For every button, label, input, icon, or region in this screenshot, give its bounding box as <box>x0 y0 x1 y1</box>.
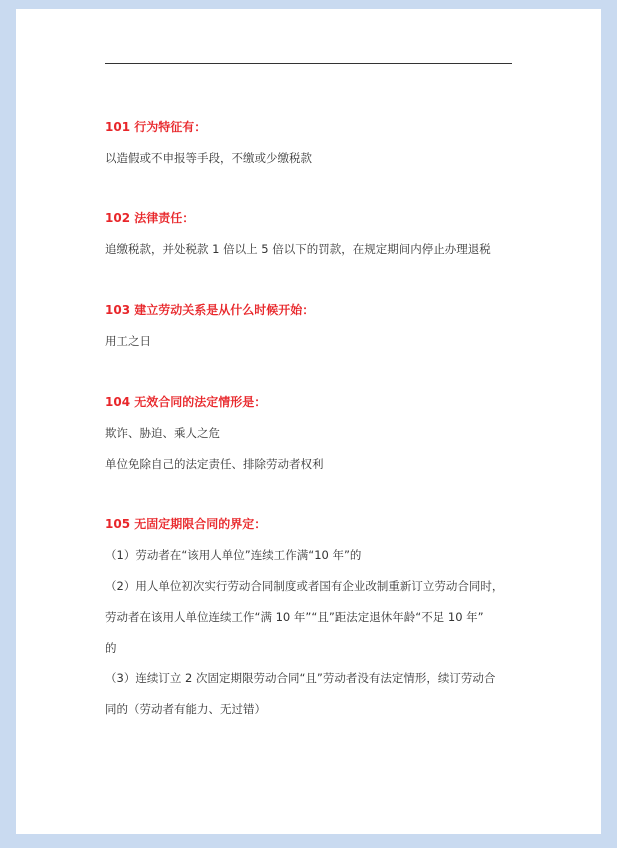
section-heading-102: 102 法律责任： <box>105 211 195 225</box>
section-line-102-1: 追缴税款，并处税款 1 倍以上 5 倍以下的罚款，在规定期间内停止办理退税 <box>105 242 491 256</box>
section-line-101-1: 以造假或不申报等手段，不缴或少缴税款 <box>105 151 312 165</box>
top-divider <box>105 63 512 64</box>
section-heading-104: 104 无效合同的法定情形是： <box>105 395 267 409</box>
section-heading-101: 101 行为特征有： <box>105 120 207 134</box>
section-line-104-2: 单位免除自己的法定责任、排除劳动者权利 <box>105 457 324 471</box>
section-line-105-1: （1）劳动者在“该用人单位”连续工作满“10 年”的 <box>105 548 362 562</box>
section-line-105-2: （2）用人单位初次实行劳动合同制度或者国有企业改制重新订立劳动合同时， <box>105 579 504 593</box>
section-line-105-3: 劳动者在该用人单位连续工作“满 10 年”“且”距法定退休年龄“不足 10 年” <box>105 610 484 624</box>
document-page <box>16 9 601 834</box>
section-heading-103: 103 建立劳动关系是从什么时候开始： <box>105 303 315 317</box>
section-line-104-1: 欺诈、胁迫、乘人之危 <box>105 426 220 440</box>
section-line-105-4: 的 <box>105 641 117 655</box>
section-heading-105: 105 无固定期限合同的界定： <box>105 517 267 531</box>
section-line-103-1: 用工之日 <box>105 334 151 348</box>
section-line-105-6: 同的（劳动者有能力、无过错） <box>105 702 266 716</box>
section-line-105-5: （3）连续订立 2 次固定期限劳动合同“且”劳动者没有法定情形，续订劳动合 <box>105 671 496 685</box>
